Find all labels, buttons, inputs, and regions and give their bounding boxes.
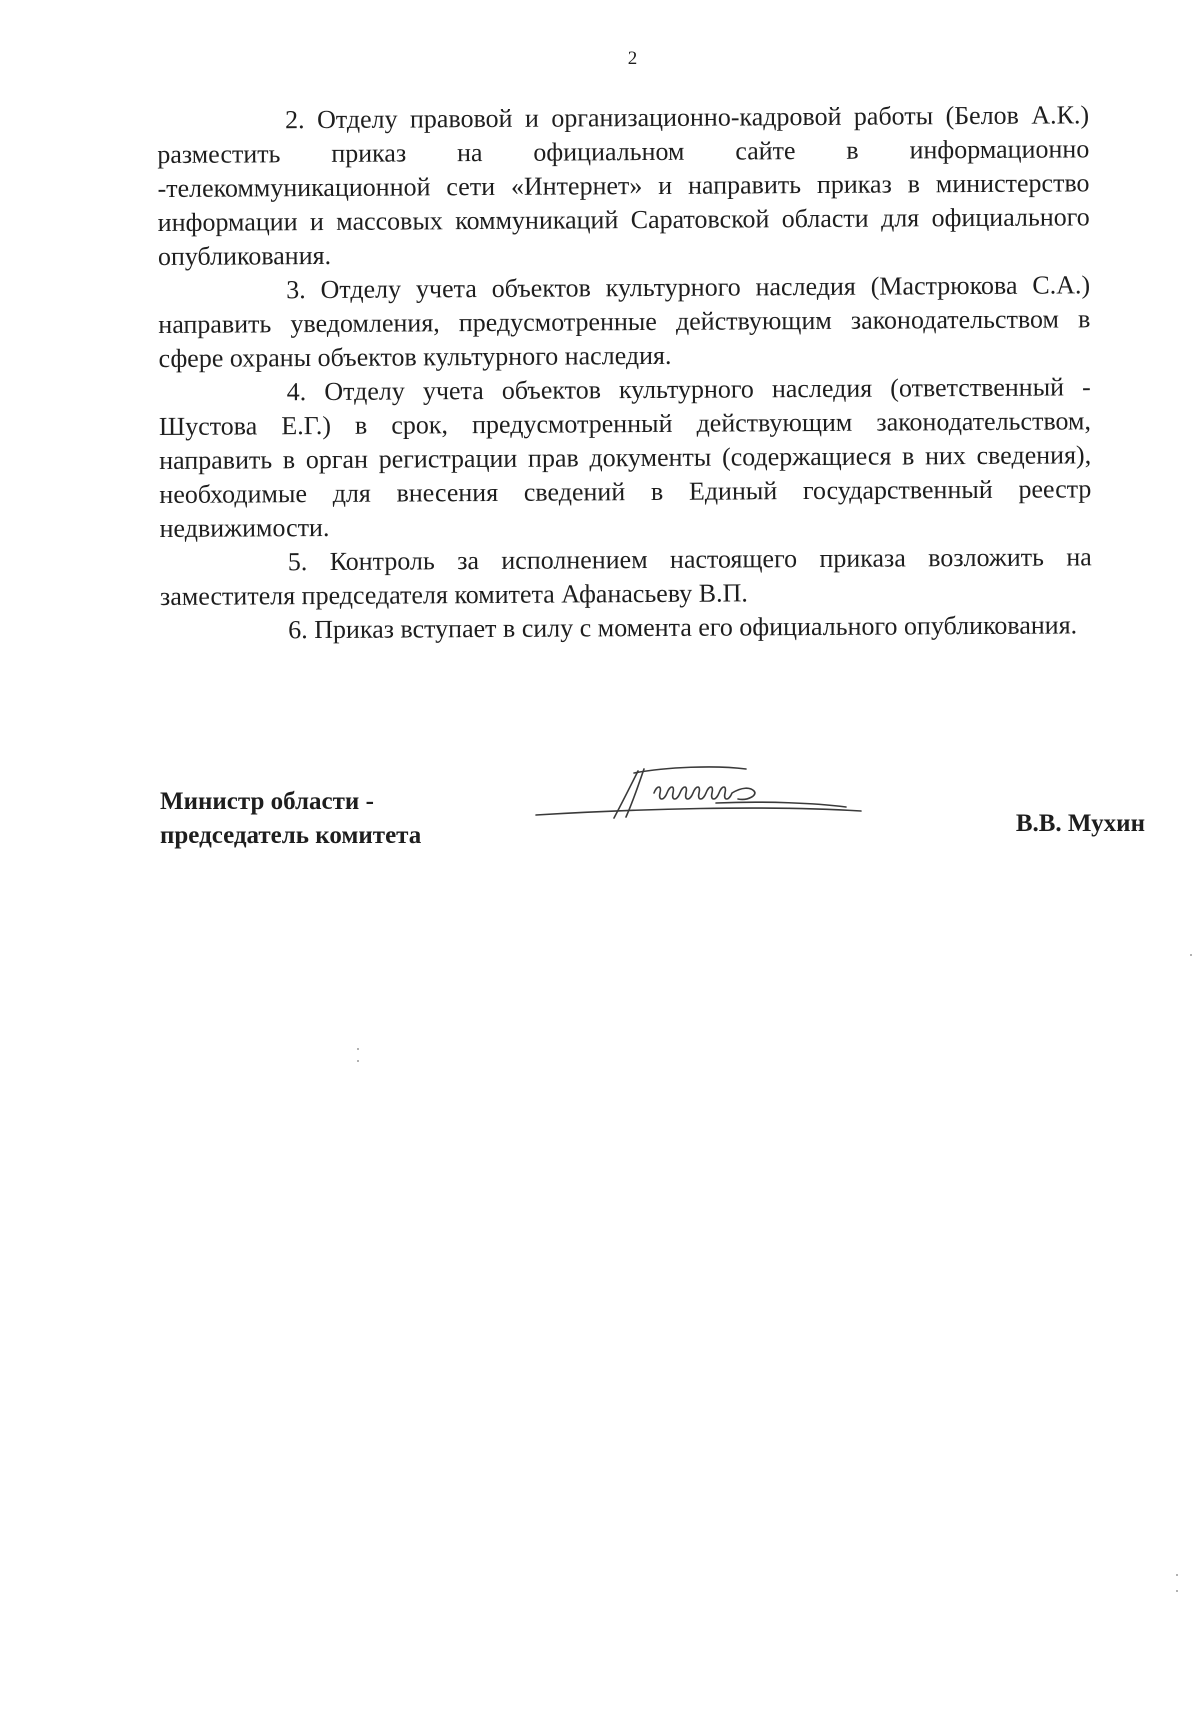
paragraph-4 bbox=[159, 370, 1092, 546]
signer-name: В.В. Мухин bbox=[1015, 810, 1145, 837]
paragraph-number: 3. bbox=[286, 275, 306, 305]
paragraph-text: Отделу правовой и организационно-кадровой работы (Белов А.К.) разместить приказ на официальном сайте в информационно -телекоммуникационной сети «Интернет» и направить приказ в министерство информации и массовых коммуникаций Саратовской области для официального опубликования. bbox=[157, 100, 1090, 271]
paragraph-text: Контроль за исполнением настоящего приказа возложить на заместителя председателя комитета Афанасьеву В.П. bbox=[159, 542, 1092, 611]
signer-position-line-2: председатель комитета bbox=[160, 822, 422, 849]
scan-speck bbox=[1176, 1590, 1178, 1592]
scan-speck bbox=[1190, 954, 1192, 956]
signer-position-line-1: Министр области - bbox=[160, 788, 374, 815]
paragraph-number: 5. bbox=[287, 547, 308, 577]
paragraph-text: Отделу учета объектов культурного наследия (ответственный - Шустова Е.Г.) в срок, предусмотренный действующим законодательством, направить в орган регистрации прав документы (содержащиеся в них сведения), необходимые для внесения сведений в Единый государственный реестр недвижимости. bbox=[158, 372, 1092, 543]
paragraph-text: Приказ вступает в силу с момента его официального опубликования. bbox=[314, 610, 1078, 645]
scan-speck bbox=[357, 1060, 359, 1062]
scan-speck bbox=[357, 1048, 359, 1050]
paragraph-number: 6. bbox=[288, 615, 308, 645]
paragraph-2 bbox=[157, 98, 1090, 274]
paragraph-3 bbox=[158, 268, 1091, 376]
document-body bbox=[157, 98, 1092, 648]
paragraph-5 bbox=[160, 540, 1092, 614]
paragraph-text: Отделу учета объектов культурного наследия (Мастрюкова С.А.) направить уведомления, предусмотренные действующим законодательством в сфере охраны объектов культурного наследия. bbox=[158, 270, 1091, 373]
paragraph-number: 2. bbox=[285, 105, 305, 135]
scan-speck bbox=[1176, 1574, 1178, 1576]
paragraph-number: 4. bbox=[286, 377, 307, 407]
paragraph-6 bbox=[160, 608, 1092, 648]
handwritten-signature bbox=[516, 763, 886, 833]
signer-position bbox=[160, 785, 490, 853]
page-number: 2 bbox=[627, 48, 638, 69]
signature-block bbox=[160, 777, 1145, 877]
